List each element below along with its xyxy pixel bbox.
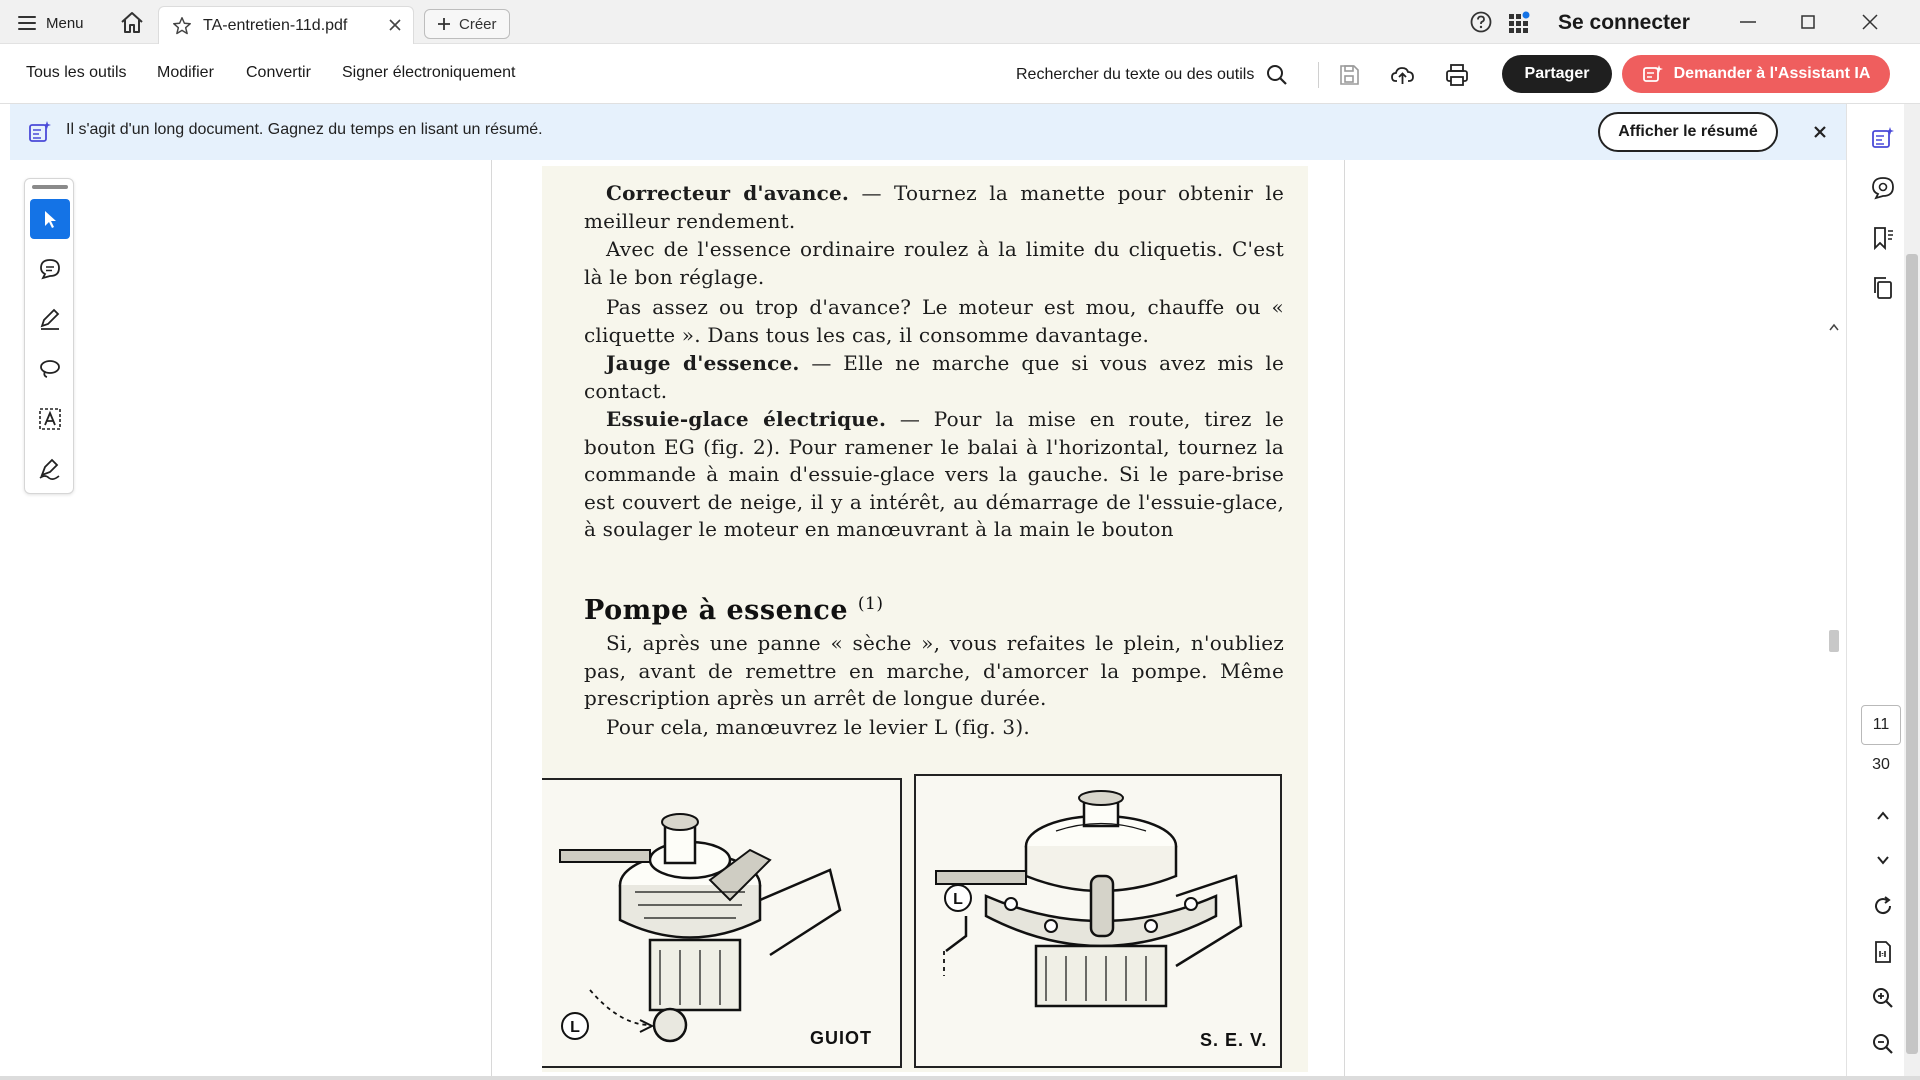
fuel-pump-drawing-sev <box>916 776 1280 1066</box>
apps-button[interactable] <box>1506 8 1534 36</box>
print-icon <box>1444 62 1470 88</box>
fit-page-button[interactable] <box>1869 938 1897 966</box>
tab-title: TA-entretien-11d.pdf <box>203 16 348 34</box>
next-page-button[interactable] <box>1869 846 1897 874</box>
chevron-down-icon <box>1874 851 1892 869</box>
sign-in-link[interactable]: Se connecter <box>1558 11 1690 34</box>
search-icon <box>1266 64 1288 86</box>
figure-label-sev: S. E. V. <box>1200 1030 1268 1050</box>
pages-panel-button[interactable] <box>1869 274 1897 302</box>
cloud-upload-icon <box>1390 62 1416 88</box>
sign-tool-button[interactable] <box>30 449 70 489</box>
text-tool-button[interactable] <box>30 399 70 439</box>
previous-page-button[interactable] <box>1869 802 1897 830</box>
comment-tool-button[interactable] <box>30 249 70 289</box>
star-icon[interactable] <box>171 15 193 37</box>
panel-grip[interactable] <box>32 185 68 189</box>
menu-e-sign[interactable]: Signer électroniquement <box>342 64 516 81</box>
cursor-icon <box>39 208 61 230</box>
create-label: Créer <box>459 15 497 33</box>
pdf-page <box>542 166 1308 1072</box>
bookmark-icon <box>1870 225 1896 251</box>
menu-all-tools[interactable]: Tous les outils <box>26 64 127 81</box>
close-window-icon <box>1860 12 1880 32</box>
paragraph-wiper: Essuie-glace électrique. — Pour la mise en route, tirez le bouton EG (fig. 2). Pour ramener le balai à l'horizontal, tournez la commande à main d'essuie-glace vers la gauche. Si le pare-brise est couvert de neige, il y a intérêt, au démarrage de l'essuie-glace, à soulager le moteur en manœuvrant à la main le bouton <box>584 407 1284 541</box>
close-banner-icon[interactable] <box>1810 122 1830 142</box>
document-column <box>491 160 1345 1076</box>
highlight-tool-button[interactable] <box>30 299 70 339</box>
current-page-input[interactable]: 11 <box>1861 705 1901 745</box>
ai-assistant-label: Demander à l'Assistant IA <box>1673 65 1871 82</box>
section-heading-fuel-pump: Pompe à essence $^{(1)}$ <box>584 594 884 626</box>
main-toolbar <box>0 44 1920 104</box>
share-button[interactable]: Partager <box>1502 55 1612 93</box>
quick-tools-panel <box>24 178 74 494</box>
toolbar-divider <box>1318 62 1319 88</box>
apps-grid-icon <box>1506 9 1532 35</box>
home-button[interactable] <box>118 9 146 37</box>
home-icon <box>118 9 146 37</box>
zoom-out-icon <box>1871 1032 1895 1056</box>
comments-panel-button[interactable] <box>1869 174 1897 202</box>
paragraph-pump: Si, après une panne « sèche », vous refaites le plein, n'oubliez pas, avant de remettre en marche, d'amorcer la pompe. Même prescription après un arrêt de longue durée. <box>584 631 1284 710</box>
print-button[interactable] <box>1442 60 1472 90</box>
lever-label-right: L <box>953 891 963 908</box>
copy-pages-icon <box>1870 275 1896 301</box>
document-viewer <box>3 160 1843 1076</box>
minimize-button[interactable] <box>1728 8 1768 36</box>
bookmarks-panel-button[interactable] <box>1869 224 1897 252</box>
document-scrollbar[interactable] <box>1825 320 1843 1080</box>
pen-icon <box>37 306 63 332</box>
title-bar <box>0 0 1920 44</box>
create-button[interactable] <box>424 9 510 39</box>
paragraph-knock: Pas assez ou trop d'avance? Le moteur est mou, chauffe ou « cliquette ». Dans tous les cas, il consomme davantage. <box>584 295 1284 347</box>
draw-tool-button[interactable] <box>30 349 70 389</box>
paragraph-fuel: Avec de l'essence ordinaire roulez à la limite du cliquetis. C'est là le bon réglage. <box>584 237 1284 289</box>
paragraph-lever: Pour cela, manœuvrez le levier L (fig. 3). <box>606 715 1030 739</box>
help-icon <box>1468 9 1494 35</box>
zoom-in-icon <box>1871 986 1895 1010</box>
menu-label: Menu <box>46 14 84 32</box>
bottom-edge <box>0 1076 1920 1080</box>
search-tools-button[interactable] <box>1016 64 1288 86</box>
rotate-icon <box>1871 894 1895 918</box>
total-pages: 30 <box>1872 756 1890 773</box>
figure-guiot-pump <box>542 778 902 1068</box>
window-scroll-thumb[interactable] <box>1906 254 1918 1054</box>
chevron-up-icon <box>1874 807 1892 825</box>
zoom-out-button[interactable] <box>1869 1030 1897 1058</box>
ai-assistant-icon <box>1642 63 1664 85</box>
show-summary-button[interactable]: Afficher le résumé <box>1598 112 1778 152</box>
minimize-icon <box>1738 12 1758 32</box>
hamburger-icon <box>18 16 36 30</box>
upload-button[interactable] <box>1388 60 1418 90</box>
menu-convert[interactable]: Convertir <box>246 64 311 81</box>
menu-button[interactable] <box>18 8 84 38</box>
help-button[interactable] <box>1468 8 1496 36</box>
ai-summary-icon <box>1870 125 1896 151</box>
select-tool-button[interactable] <box>30 199 70 239</box>
search-tools-label: Rechercher du texte ou des outils <box>1016 66 1255 83</box>
fuel-pump-drawing-guiot <box>542 780 900 1066</box>
page-fit-icon <box>1871 940 1895 964</box>
menu-edit[interactable]: Modifier <box>157 64 214 81</box>
summary-panel-button[interactable] <box>1869 124 1897 152</box>
lasso-icon <box>37 356 63 382</box>
close-tab-icon[interactable] <box>387 17 403 33</box>
banner-message: Il s'agit d'un long document. Gagnez du temps en lisant un résumé. <box>66 121 543 138</box>
window-scrollbar[interactable] <box>1904 104 1920 1080</box>
paragraph-gauge: Jauge d'essence. — Elle ne marche que si vous avez mis le contact. <box>584 351 1284 403</box>
maximize-icon <box>1798 12 1818 32</box>
scroll-up-icon[interactable] <box>1828 322 1840 332</box>
rotate-button[interactable] <box>1869 892 1897 920</box>
maximize-button[interactable] <box>1788 8 1828 36</box>
paragraph-advance: Correcteur d'avance. — Tournez la manette pour obtenir le meilleur rendement. <box>584 181 1284 233</box>
comments-icon <box>1870 175 1896 201</box>
summary-icon <box>28 120 52 144</box>
lever-label-left: L <box>570 1019 580 1036</box>
scroll-thumb[interactable] <box>1829 630 1839 652</box>
comment-icon <box>37 256 63 282</box>
figure-label-guiot: GUIOT <box>810 1028 872 1048</box>
summary-banner <box>10 104 1846 160</box>
document-tab[interactable] <box>158 6 414 44</box>
save-button[interactable] <box>1334 60 1364 90</box>
figure-sev-pump <box>914 774 1282 1068</box>
text-box-icon <box>37 406 63 432</box>
save-icon <box>1337 63 1361 87</box>
zoom-in-button[interactable] <box>1869 984 1897 1012</box>
close-window-button[interactable] <box>1850 8 1890 36</box>
ai-assistant-button[interactable] <box>1622 55 1890 93</box>
plus-icon <box>437 17 451 31</box>
signature-pen-icon <box>37 456 63 482</box>
